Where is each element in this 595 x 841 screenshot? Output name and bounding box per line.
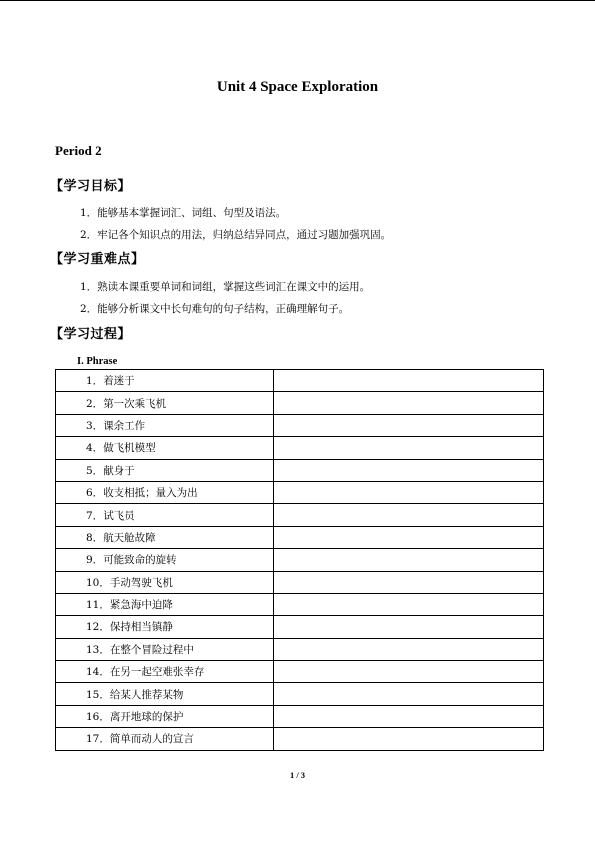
answer-cell[interactable] <box>274 683 544 705</box>
phrase-cell <box>56 549 274 571</box>
table-row <box>56 616 544 638</box>
table-row <box>56 661 544 683</box>
answer-cell[interactable] <box>274 661 544 683</box>
phrase-number: 8． <box>86 531 104 544</box>
key-point-text: 能够分析课文中长句难句的句子结构，正确理解句子。 <box>97 303 350 315</box>
key-point-item <box>80 279 370 294</box>
phrase-number: 1． <box>86 375 104 388</box>
phrase-text: 试飞员 <box>103 509 135 522</box>
phrase-text: 保持相当镇静 <box>109 621 173 634</box>
objective-item <box>80 227 391 242</box>
header-rule <box>0 0 595 1</box>
phrase-number: 11． <box>86 599 110 612</box>
phrase-cell <box>56 526 274 548</box>
answer-cell[interactable] <box>274 437 544 459</box>
table-row <box>56 683 544 705</box>
table-row <box>56 414 544 436</box>
table-row <box>56 370 544 392</box>
key-points-heading: 【学习重难点】 <box>50 252 145 267</box>
phrase-number: 6． <box>86 487 104 500</box>
phrase-text: 航天舱故障 <box>103 531 156 544</box>
phrase-section-heading: I. Phrase <box>77 356 118 367</box>
objectives-heading: 【学习目标】 <box>50 179 132 194</box>
phrase-cell <box>56 437 274 459</box>
objective-text: 能够基本掌握词汇、词组、句型及语法。 <box>97 207 287 219</box>
phrase-number: 16． <box>86 711 110 724</box>
answer-cell[interactable] <box>274 638 544 660</box>
answer-cell[interactable] <box>274 414 544 436</box>
answer-cell[interactable] <box>274 392 544 414</box>
phrase-cell <box>56 370 274 392</box>
page-number: 1 / 3 <box>289 770 306 780</box>
key-point-number: 1． <box>80 281 98 293</box>
phrase-text: 着迷于 <box>103 375 135 388</box>
phrase-cell <box>56 481 274 503</box>
phrase-number: 3． <box>86 419 104 432</box>
answer-cell[interactable] <box>274 705 544 727</box>
phrase-cell <box>56 504 274 526</box>
table-row <box>56 504 544 526</box>
phrase-cell <box>56 661 274 683</box>
phrase-text: 收支相抵；量入为出 <box>103 487 198 500</box>
page-title: Unit 4 Space Exploration <box>216 79 379 95</box>
phrase-cell <box>56 593 274 615</box>
answer-cell[interactable] <box>274 526 544 548</box>
answer-cell[interactable] <box>274 616 544 638</box>
phrase-number: 14． <box>86 666 110 679</box>
phrase-number: 17． <box>86 733 110 746</box>
phrase-text: 离开地球的保护 <box>109 711 184 724</box>
phrase-text: 紧急海中迫降 <box>109 599 173 612</box>
phrase-cell <box>56 683 274 705</box>
answer-cell[interactable] <box>274 459 544 481</box>
phrase-cell <box>56 728 274 750</box>
phrase-cell <box>56 459 274 481</box>
objective-text: 牢记各个知识点的用法，归纳总结异同点，通过习题加强巩固。 <box>97 229 392 241</box>
table-row <box>56 571 544 593</box>
table-row <box>56 481 544 503</box>
phrase-number: 15． <box>86 688 110 701</box>
phrase-number: 4． <box>86 442 104 455</box>
table-row <box>56 705 544 727</box>
phrase-number: 10． <box>86 576 110 589</box>
table-row <box>56 728 544 750</box>
phrase-cell <box>56 705 274 727</box>
phrase-cell <box>56 392 274 414</box>
table-row <box>56 526 544 548</box>
process-heading: 【学习过程】 <box>50 327 132 342</box>
table-row <box>56 593 544 615</box>
phrase-cell <box>56 414 274 436</box>
table-row <box>56 459 544 481</box>
phrase-text: 做飞机模型 <box>103 442 156 455</box>
phrase-text: 第一次乘飞机 <box>103 397 167 410</box>
phrase-text: 在整个冒险过程中 <box>109 643 194 656</box>
answer-cell[interactable] <box>274 549 544 571</box>
table-row <box>56 392 544 414</box>
objective-number: 2． <box>80 229 98 241</box>
table-row <box>56 638 544 660</box>
answer-cell[interactable] <box>274 504 544 526</box>
phrase-cell <box>56 571 274 593</box>
period-heading: Period 2 <box>55 143 102 158</box>
table-row <box>56 549 544 571</box>
phrase-text: 可能致命的旋转 <box>103 554 177 567</box>
key-point-item <box>80 301 349 316</box>
answer-cell[interactable] <box>274 481 544 503</box>
phrase-number: 5． <box>86 464 104 477</box>
phrase-text: 手动驾驶飞机 <box>109 576 173 589</box>
phrase-text: 简单而动人的宣言 <box>109 733 194 746</box>
answer-cell[interactable] <box>274 728 544 750</box>
phrase-number: 7． <box>86 509 104 522</box>
phrase-number: 13． <box>86 643 110 656</box>
phrase-number: 9． <box>86 554 104 567</box>
phrase-text: 给某人推荐某物 <box>109 688 184 701</box>
objective-number: 1． <box>80 207 98 219</box>
phrase-text: 课余工作 <box>103 419 146 432</box>
phrase-cell <box>56 616 274 638</box>
table-row <box>56 437 544 459</box>
phrase-text: 献身于 <box>103 464 135 477</box>
answer-cell[interactable] <box>274 593 544 615</box>
phrase-cell <box>56 638 274 660</box>
key-point-text: 熟读本课重要单词和词组，掌握这些词汇在课文中的运用。 <box>97 281 371 293</box>
phrase-number: 12． <box>86 621 110 634</box>
phrase-table <box>55 369 544 751</box>
objective-item <box>80 205 286 220</box>
answer-cell[interactable] <box>274 571 544 593</box>
key-point-number: 2． <box>80 303 98 315</box>
phrase-text: 在另一起空难张幸存 <box>109 666 205 679</box>
phrase-number: 2． <box>86 397 104 410</box>
answer-cell[interactable] <box>274 370 544 392</box>
